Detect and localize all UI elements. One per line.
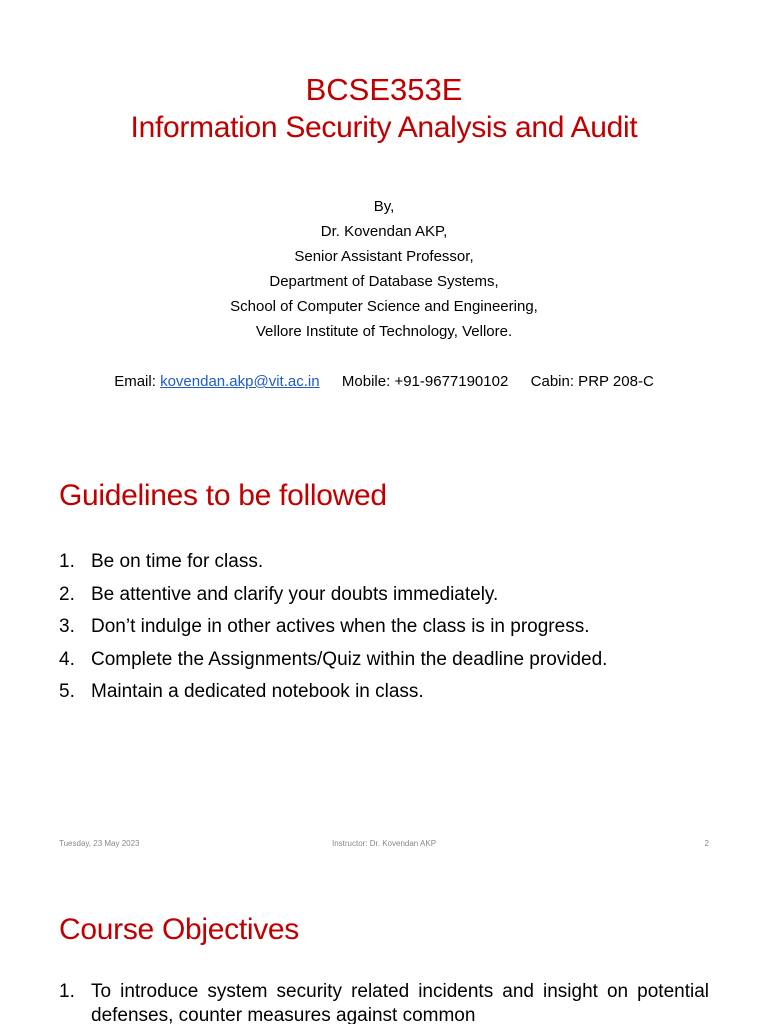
footer-instructor: Instructor: Dr. Kovendan AKP [331,839,437,848]
guidelines-list [59,546,607,709]
footer-date: Tuesday, 23 May 2023 [59,839,140,848]
item-text: To introduce system security related incidents and insight on potential defenses, counter measures against common [91,981,709,1024]
course-title: Information Security Analysis and Audit [130,111,638,144]
cabin-text: Cabin: PRP 208-C [530,373,654,390]
contact-line [0,372,768,392]
objectives-list [59,980,709,1024]
item-text: Don’t indulge in other actives when the class is in progress. [91,616,590,637]
list-item [59,644,607,677]
credit-school: School of Computer Science and Engineering, [230,298,538,315]
item-number: 4. [59,648,75,670]
slide-title: Guidelines to be followed [59,479,387,512]
credit-institute: Vellore Institute of Technology, Vellore. [255,323,513,340]
item-text: Be on time for class. [91,551,264,572]
list-item [59,611,607,644]
course-code: BCSE353E [305,72,463,107]
credit-by: By, [373,198,395,215]
item-text: Maintain a dedicated notebook in class. [91,681,424,702]
email-label: Email: [114,373,156,390]
list-item [59,579,607,612]
mobile-text: Mobile: +91-9677190102 [341,373,509,390]
list-item [59,980,709,1024]
list-item [59,676,607,709]
credit-name: Dr. Kovendan AKP, [320,223,448,240]
item-number: 1. [59,551,75,572]
item-number: 1. [59,981,75,1002]
item-text: Complete the Assignments/Quiz within the deadline provided. [91,648,608,670]
credit-department: Department of Database Systems, [269,273,499,290]
item-number: 2. [59,583,75,605]
title-slide [0,0,768,440]
guidelines-slide [0,440,768,860]
objectives-slide [0,860,768,1024]
email-link[interactable]: kovendan.akp@vit.ac.in [160,373,320,390]
credit-designation: Senior Assistant Professor, [294,248,474,265]
slide-title: Course Objectives [59,913,299,946]
footer-page-number: 2 [704,839,709,848]
item-number: 5. [59,681,75,702]
item-text: Be attentive and clarify your doubts immediately. [91,583,499,605]
list-item [59,546,607,579]
item-number: 3. [59,616,75,637]
